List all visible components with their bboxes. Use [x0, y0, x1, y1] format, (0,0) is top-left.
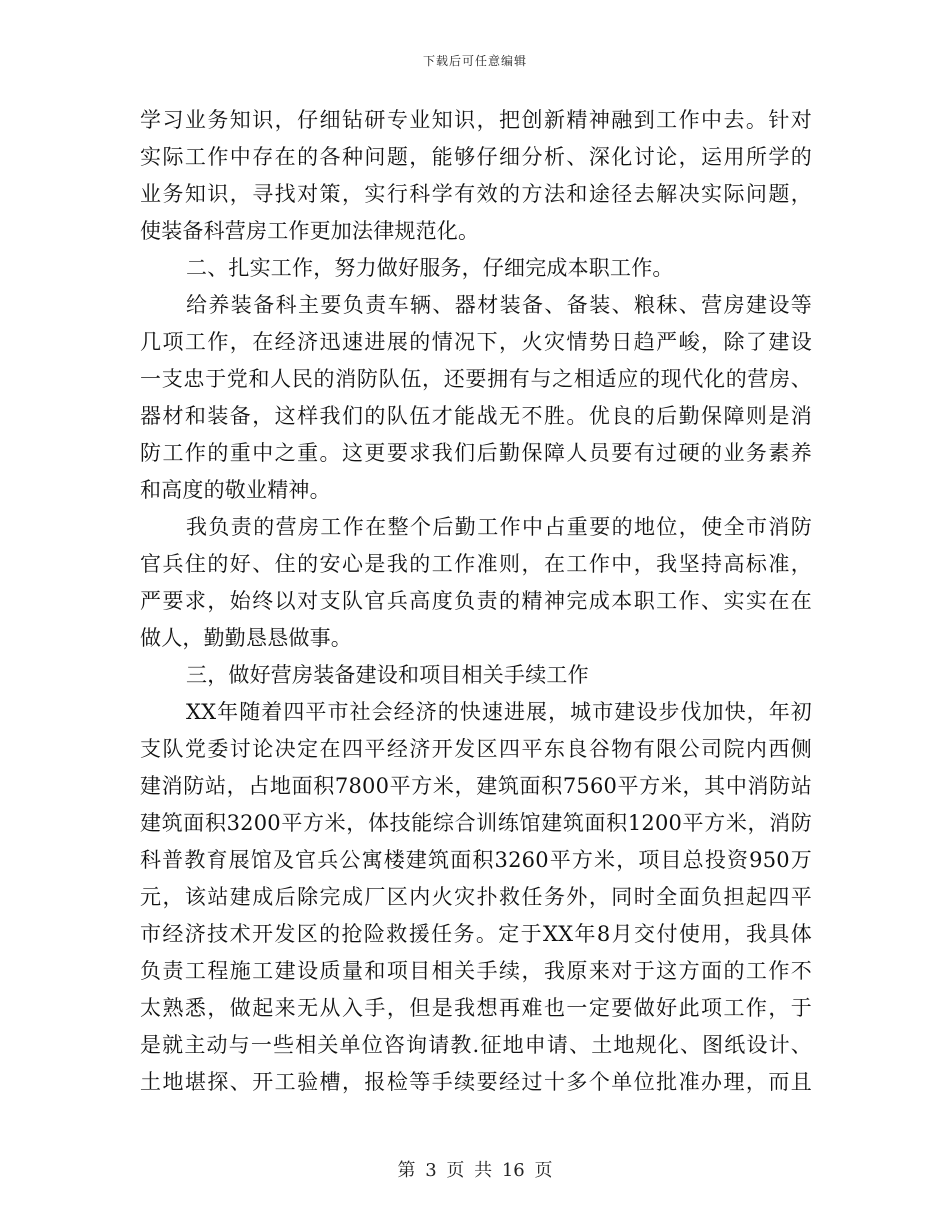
- text-line: 支队党委讨论决定在四平经济开发区四平东良谷物有限公司院内西侧: [140, 737, 812, 761]
- text-line: XX年随着四平市社会经济的快速进展，城市建设步伐加快，年初: [186, 700, 812, 724]
- text-line: 使装备科营房工作更加法律规范化。: [140, 219, 480, 243]
- text-line: 建消防站，占地面积7800平方米，建筑面积7560平方米，其中消防站: [140, 774, 812, 798]
- text-line: 元，该站建成后除完成厂区内火灾扑救任务外，同时全面负担起四平: [140, 885, 812, 909]
- text-line: 几项工作，在经济迅速进展的情况下，火灾情势日趋严峻，除了建设: [140, 330, 812, 354]
- text-line: 我负责的营房工作在整个后勤工作中占重要的地位，使全市消防: [186, 515, 812, 539]
- text-line: 和高度的敬业精神。: [140, 478, 331, 502]
- text-line: 科普教育展馆及官兵公寓楼建筑面积3260平方米，项目总投资950万: [140, 848, 812, 872]
- text-line: 做人，勤勤恳恳做事。: [140, 626, 352, 650]
- text-line: 土地堪探、开工验槽，报检等手续要经过十多个单位批准办理，而且: [140, 1070, 812, 1094]
- page-header-note: 下载后可任意编辑: [422, 54, 527, 68]
- document-body: [140, 102, 812, 1101]
- text-line: 给养装备科主要负责车辆、器材装备、备装、粮秣、营房建设等: [186, 293, 812, 317]
- text-line: 负责工程施工建设质量和项目相关手续，我原来对于这方面的工作不: [140, 959, 812, 983]
- text-line: 器材和装备，这样我们的队伍才能战无不胜。优良的后勤保障则是消: [140, 404, 812, 428]
- text-line: 是就主动与一些相关单位咨询请教.征地申请、土地规化、图纸设计、: [140, 1033, 812, 1057]
- text-line: 防工作的重中之重。这更要求我们后勤保障人员要有过硬的业务素养: [140, 441, 812, 465]
- text-line: 官兵住的好、住的安心是我的工作准则，在工作中，我坚持高标准，: [140, 552, 812, 576]
- section-heading: 二、扎实工作，努力做好服务，仔细完成本职工作。: [186, 256, 674, 280]
- text-line: 学习业务知识，仔细钻研专业知识，把创新精神融到工作中去。针对: [140, 108, 812, 132]
- text-line: 业务知识，寻找对策，实行科学有效的方法和途径去解决实际问题，: [140, 182, 812, 206]
- text-line: 实际工作中存在的各种问题，能够仔细分析、深化讨论，运用所学的: [140, 145, 812, 169]
- text-line: 太熟悉，做起来无从入手，但是我想再难也一定要做好此项工作，于: [140, 996, 812, 1020]
- text-line: 市经济技术开发区的抢险救援任务。定于XX年8月交付使用，我具体: [140, 922, 812, 946]
- text-line: 建筑面积3200平方米，体技能综合训练馆建筑面积1200平方米，消防: [140, 811, 812, 835]
- page-number-footer: 第 3 页 共 16 页: [397, 1160, 553, 1181]
- section-heading: 三，做好营房装备建设和项目相关手续工作: [186, 663, 589, 687]
- text-line: 严要求，始终以对支队官兵高度负责的精神完成本职工作、实实在在: [140, 589, 812, 613]
- text-line: 一支忠于党和人民的消防队伍，还要拥有与之相适应的现代化的营房、: [140, 367, 812, 391]
